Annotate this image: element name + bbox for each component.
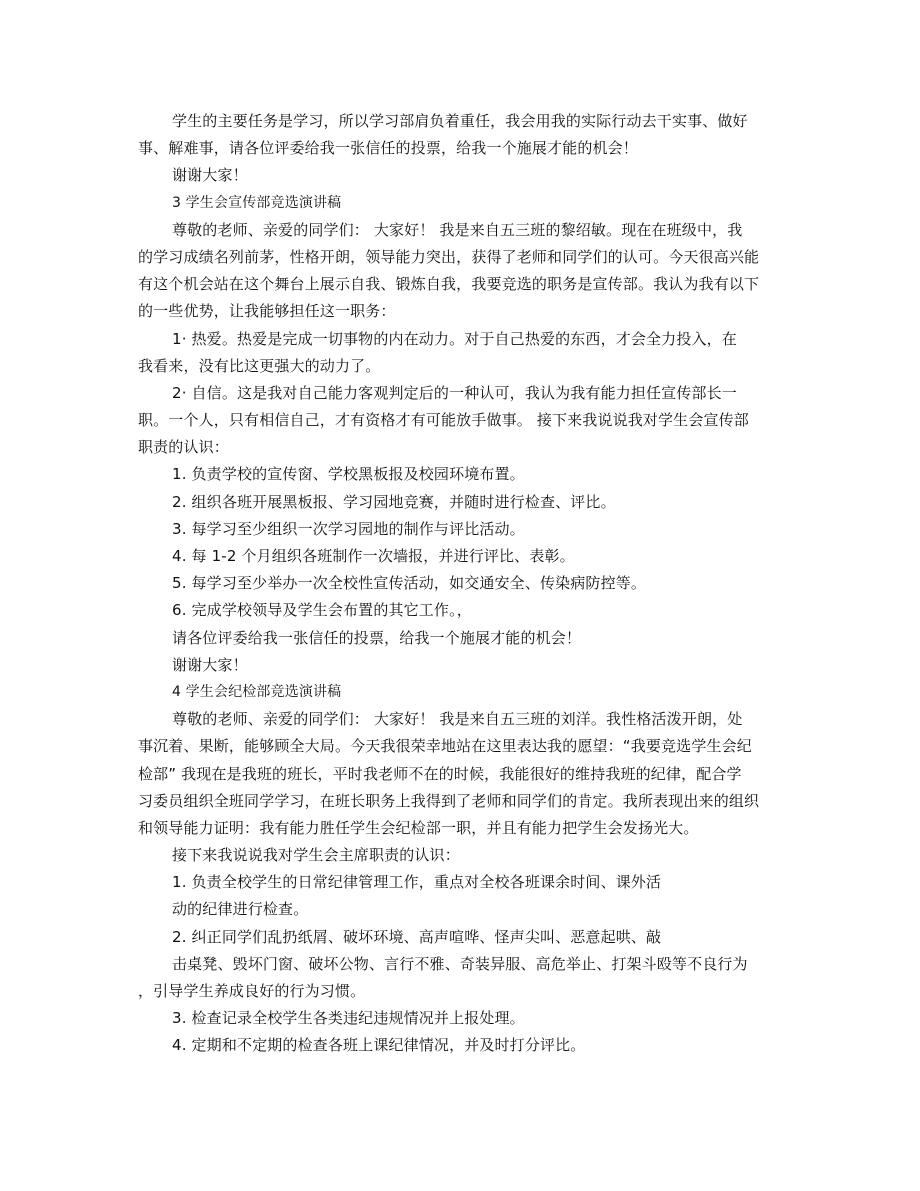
list-item: 1. 负责学校的宣传窗、学校黑板报及校园环境布置。 bbox=[172, 465, 525, 484]
paragraph-line: 接下来我说说我对学生会主席职责的认识： bbox=[172, 846, 460, 865]
list-item: 4. 每 1-2 个月组织各班制作一次墙报，并进行评比、表彰。 bbox=[172, 547, 575, 565]
paragraph-line: 学生的主要任务是学习，所以学习部肩负着重任，我会用我的实际行动去干实事、做好 bbox=[172, 112, 748, 130]
paragraph-line: 检部” 我现在是我班的班长，平时我老师不在的时候，我能很好的维持我班的纪律，配合学 bbox=[138, 764, 742, 783]
list-item: 2· 自信。这是我对自己能力客观判定后的一种认可，我认为我有能力担任宣传部长一 bbox=[172, 383, 737, 402]
paragraph-line: 和领导能力证明：我有能力胜任学生会纪检部一职，并且有能力把学生会发扬光大。 bbox=[138, 818, 699, 837]
list-item: 4. 定期和不定期的检查各班上课纪律情况，并及时打分评比。 bbox=[172, 1036, 586, 1055]
paragraph-line: 的学习成绩名列前茅，性格开朗，领导能力突出，获得了老师和同学们的认可。今天很高兴能 bbox=[138, 247, 760, 266]
list-item: 1· 热爱。热爱是完成一切事物的内在动力。对于自己热爱的东西，才会全力投入，在 bbox=[172, 329, 737, 348]
list-item: 2. 组织各班开展黑板报、学习园地竞赛，并随时进行检查、评比。 bbox=[172, 492, 616, 511]
paragraph-line: 职责的认识： bbox=[138, 438, 229, 457]
paragraph-line: 击桌凳、毁坏门窗、破坏公物、言行不雅、奇装异服、高危举止、打架斗殴等不良行为 bbox=[172, 954, 748, 973]
list-item: 5. 每学习至少举办一次全校性宣传活动，如交通安全、传染病防控等。 bbox=[172, 574, 647, 593]
document-page bbox=[138, 108, 788, 1060]
paragraph-line: 事、解难事，请各位评委给我一张信任的投票，给我一个施展才能的机会！ bbox=[138, 139, 638, 158]
list-item: 6. 完成学校领导及学生会布置的其它工作。， bbox=[172, 601, 472, 620]
paragraph-line: 请各位评委给我一张信任的投票，给我一个施展才能的机会！ bbox=[172, 628, 582, 647]
paragraph-line: 谢谢大家！ bbox=[172, 655, 248, 674]
paragraph-line: 我看来，没有比这更强大的动力了。 bbox=[138, 356, 381, 375]
paragraph-line: 习委员组织全班同学学习，在班长职务上我得到了老师和同学们的肯定。我所表现出来的组织 bbox=[138, 791, 760, 810]
paragraph-line: 的一些优势，让我能够担任这一职务： bbox=[138, 302, 396, 321]
paragraph-line: 职。一个人，只有相信自己，才有资格才有可能放手做事。 接下来我说说我对学生会宣传部 bbox=[138, 411, 749, 430]
paragraph-line: 尊敬的老师、亲爱的同学们： 大家好！ 我是来自五三班的黎绍敏。现在在班级中，我 bbox=[172, 220, 743, 239]
paragraph-line: 有这个机会站在这个舞台上展示自我、锻炼自我，我要竞选的职务是宣传部。我认为我有以下 bbox=[138, 275, 760, 294]
list-item: 3. 检查记录全校学生各类违纪违规情况并上报处理。 bbox=[172, 1009, 525, 1028]
section-heading: 4 学生会纪检部竞选演讲稿 bbox=[172, 683, 342, 700]
paragraph-line: 谢谢大家！ bbox=[172, 166, 248, 185]
list-item: 3. 每学习至少组织一次学习园地的制作与评比活动。 bbox=[172, 519, 525, 538]
list-item: 1. 负责全校学生的日常纪律管理工作，重点对全校各班课余时间、课外活 bbox=[172, 873, 662, 892]
paragraph-line: 动的纪律进行检查。 bbox=[172, 900, 309, 919]
section-heading: 3 学生会宣传部竞选演讲稿 bbox=[172, 194, 342, 211]
paragraph-line: 事沉着、果断，能够顾全大局。今天我很荣幸地站在这里表达我的愿望：“我要竞选学生会纪 bbox=[138, 737, 752, 756]
paragraph-line: 尊敬的老师、亲爱的同学们： 大家好！ 我是来自五三班的刘洋。我性格活泼开朗，处 bbox=[172, 710, 743, 729]
list-item: 2. 纠正同学们乱扔纸屑、破坏环境、高声喧哗、怪声尖叫、恶意起哄、敲 bbox=[172, 927, 662, 946]
paragraph-line: ，引导学生养成良好的行为习惯。 bbox=[138, 982, 366, 1000]
